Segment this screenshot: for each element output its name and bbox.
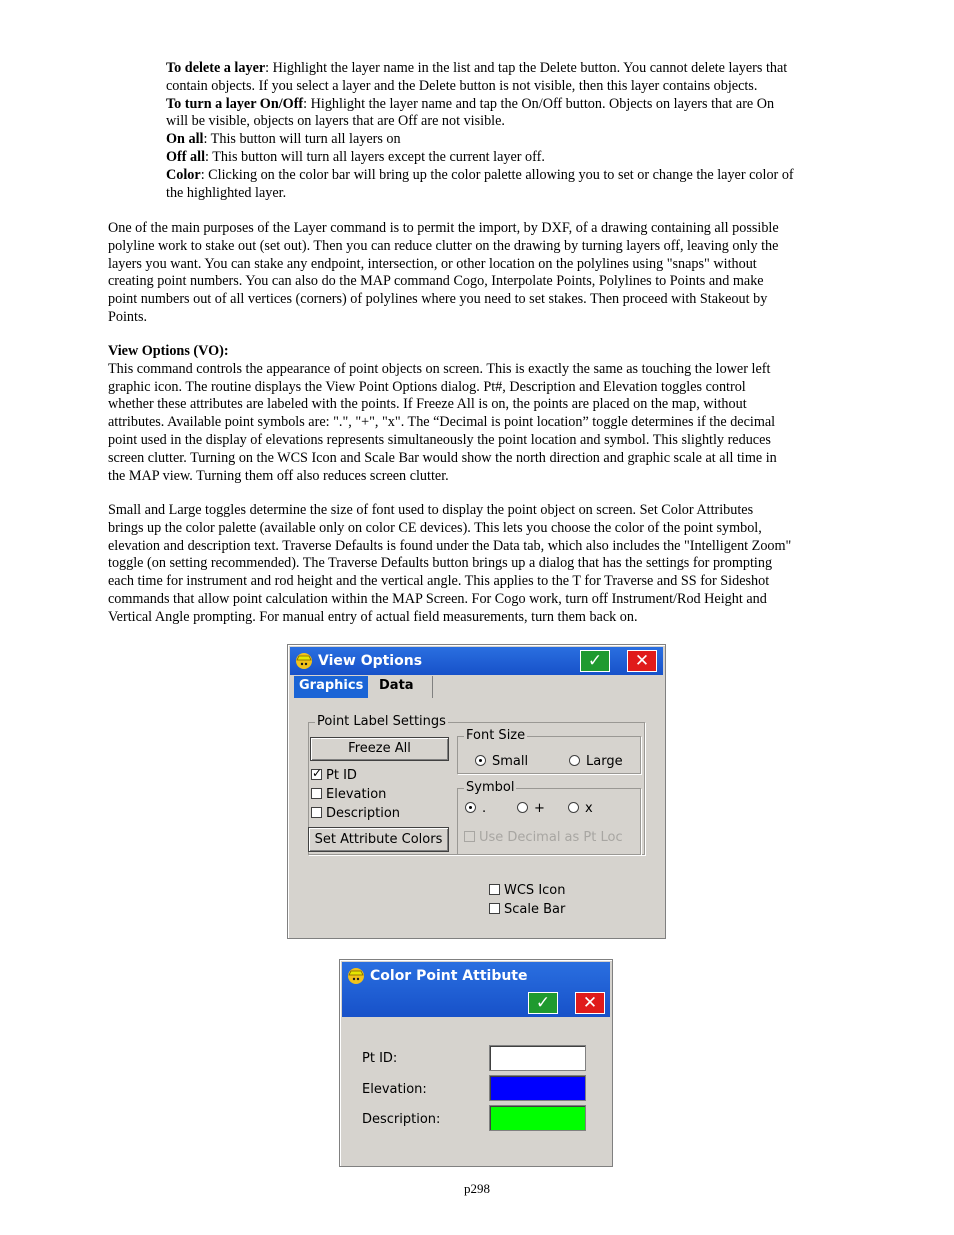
symbol-plus-radio[interactable] — [517, 801, 545, 816]
term-text: contain objects. If you select a layer and the Delete button is not visible, then this layer contains objects. — [166, 77, 758, 94]
large-radio[interactable] — [569, 754, 623, 769]
color-dialog-titlebar — [342, 962, 610, 1017]
text-line — [166, 96, 794, 114]
checkbox-checked-icon — [311, 769, 322, 780]
view-options-heading: View Options (VO): — [108, 343, 229, 359]
radio-checked-icon — [475, 755, 486, 766]
radio-checked-icon — [465, 802, 476, 813]
term: On all — [166, 131, 204, 148]
text-line: Vertical Angle prompting. For manual entry of actual field measurements, turn them back on. — [108, 608, 638, 625]
text-line: each time for instrument and rod height and the vertical angle. This applies to the T for Traverse and SS for Sideshot — [108, 573, 770, 590]
scale-bar-checkbox[interactable] — [489, 902, 565, 917]
text-line: brings up the color palette (available only on color CE devices). This lets you choose the color of the point symbol, — [108, 519, 762, 536]
term-text: : Clicking on the color bar will bring up the color palette allowing you to set or change the layer color of — [200, 166, 794, 183]
view-options-section — [108, 343, 777, 485]
text-line: toggle (on setting recommended). The Traverse Defaults button brings up a dialog that has the settings for prompting — [108, 555, 773, 572]
symbol-x-radio[interactable] — [568, 801, 593, 816]
text-line: point numbers out of all vertices (corners) of polylines where you need to set stakes. Then proceed with Stakeout by — [108, 291, 768, 308]
term-text: the highlighted layer. — [166, 184, 287, 201]
pt-id-checkbox[interactable] — [311, 768, 357, 783]
freeze-all-button[interactable]: Freeze All — [310, 737, 449, 761]
tab-graphics[interactable]: Graphics — [294, 676, 368, 698]
term: Off all — [166, 148, 206, 165]
text-line — [166, 113, 794, 131]
wcs-icon-label: WCS Icon — [504, 883, 566, 898]
close-button[interactable]: ✕ — [627, 650, 657, 672]
text-line: One of the main purposes of the Layer command is to permit the import, by DXF, of a drawing containing all possible — [108, 220, 779, 236]
text-line — [166, 185, 794, 203]
pt-id-label: Pt ID — [326, 768, 357, 783]
tab-data[interactable]: Data — [374, 676, 433, 698]
elevation-color-swatch[interactable] — [489, 1075, 586, 1101]
symbol-x-label: x — [585, 801, 593, 816]
text-line: This command controls the appearance of point objects on screen. This is exactly the same as touching the lower left — [108, 360, 771, 377]
term: To turn a layer On/Off — [166, 95, 304, 112]
text-line: polyline work to stake out (set out). Then you can reduce clutter on the drawing by turning layers off, leaving only the — [108, 237, 779, 254]
app-logo-icon — [346, 966, 366, 986]
toggles-paragraph — [108, 502, 791, 627]
color-point-attribute-dialog — [339, 959, 613, 1167]
radio-icon — [517, 802, 528, 813]
close-button[interactable]: ✕ — [575, 992, 605, 1014]
elevation-label: Elevation — [326, 787, 387, 802]
app-logo-icon — [294, 651, 314, 671]
text-line: graphic icon. The routine displays the View Point Options dialog. Pt#, Description and Elevation toggles control — [108, 378, 746, 395]
checkbox-icon — [311, 807, 322, 818]
radio-icon — [569, 755, 580, 766]
term-text: : Highlight the layer name and tap the On/Off button. Objects on layers that are On — [303, 95, 775, 112]
symbol-dot-radio[interactable] — [465, 801, 486, 816]
checkbox-icon — [489, 903, 500, 914]
use-decimal-checkbox[interactable] — [464, 830, 623, 845]
point-label-settings-legend: Point Label Settings — [317, 714, 446, 729]
text-line — [166, 167, 794, 185]
text-line — [166, 149, 794, 167]
small-radio[interactable] — [475, 754, 528, 769]
term: Color — [166, 166, 201, 183]
large-label: Large — [586, 754, 623, 769]
text-line: screen clutter. Turning on the WCS Icon and Scale Bar would show the north direction and graphic scale at all time in — [108, 449, 777, 466]
set-attribute-colors-button[interactable]: Set Attribute Colors — [308, 827, 449, 852]
checkbox-icon — [311, 788, 322, 799]
text-line: whether these attributes are labeled with the points. If Freeze All is on, the points are placed on the map, without — [108, 396, 747, 413]
term-text: : This button will turn all layers except the current layer off. — [205, 148, 545, 165]
radio-icon — [568, 802, 579, 813]
description-checkbox[interactable] — [311, 806, 400, 821]
term-text: : This button will turn all layers on — [203, 131, 401, 148]
text-line: elevation and description text. Traverse Defaults is found under the Data tab, which also includes the "Intelligent Zoom" — [108, 537, 792, 554]
text-line: layers you want. You can stake any endpoint, intersection, or other location on the polylines using "snaps" without — [108, 255, 757, 272]
ok-button[interactable]: ✓ — [580, 650, 610, 672]
text-line: attributes. Available point symbols are: ".", "+", "x". The “Decimal is point location” toggle determines if the decimal — [108, 414, 776, 431]
page-number: p298 — [464, 1181, 490, 1196]
text-line: the MAP view. Turning them off also reduces screen clutter. — [108, 467, 449, 484]
term-text: : Highlight the layer name in the list and tap the Delete button. You cannot delete layers that — [265, 60, 788, 76]
symbol-dot-label: . — [482, 801, 487, 816]
color-dialog-title: Color Point Attibute — [370, 968, 528, 984]
view-options-dialog — [287, 644, 666, 939]
scale-bar-label: Scale Bar — [504, 902, 566, 917]
description-label: Description — [326, 806, 401, 821]
use-decimal-label: Use Decimal as Pt Loc — [479, 830, 623, 845]
description-color-label: Description: — [362, 1112, 441, 1127]
layer-purpose-paragraph — [108, 220, 779, 327]
wcs-icon-checkbox[interactable] — [489, 883, 566, 898]
checkbox-icon — [489, 884, 500, 895]
text-line: Small and Large toggles determine the size of font used to display the point object on screen. Set Color Attributes — [108, 502, 754, 518]
text-line — [166, 60, 794, 78]
text-line — [166, 78, 794, 96]
text-line: Points. — [108, 308, 148, 325]
view-options-titlebar — [290, 647, 663, 675]
description-color-swatch[interactable] — [489, 1105, 586, 1131]
text-line — [166, 131, 794, 149]
elevation-checkbox[interactable] — [311, 787, 386, 802]
elevation-color-label: Elevation: — [362, 1082, 427, 1097]
text-line: point used in the display of elevations represents simultaneously the point location and symbol. This slightly reduces — [108, 431, 771, 448]
pt-id-color-label: Pt ID: — [362, 1051, 398, 1066]
symbol-legend: Symbol — [466, 780, 515, 795]
text-line: commands that allow point calculation within the MAP Screen. For Cogo work, turn off Instrument/Rod Height and — [108, 590, 767, 607]
term: To delete a layer — [166, 60, 266, 76]
small-label: Small — [492, 754, 529, 769]
checkbox-icon — [464, 831, 475, 842]
term-text: will be visible, objects on layers that are Off are not visible. — [166, 113, 505, 130]
layer-buttons-description — [166, 60, 794, 202]
text-line: creating point numbers. You can also do the MAP command Cogo, Interpolate Points, Polylines to Points and make — [108, 273, 764, 290]
font-size-legend: Font Size — [466, 728, 526, 743]
pt-id-color-swatch[interactable] — [489, 1045, 586, 1071]
symbol-plus-label: + — [534, 801, 545, 816]
ok-button[interactable]: ✓ — [528, 992, 558, 1014]
dialog-title: View Options — [318, 653, 423, 669]
